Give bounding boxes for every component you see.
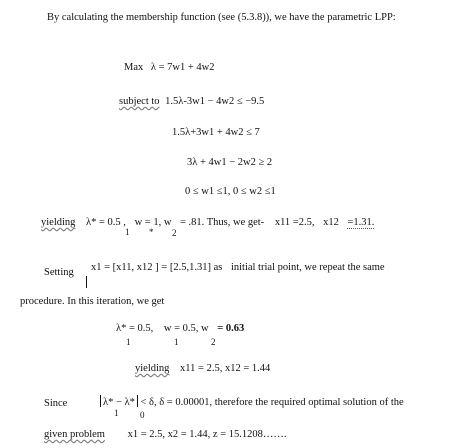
constraint-1-expr: 1.5λ-3w1 − 4w2 ≤ −9.5 — [165, 96, 265, 107]
procedure-line — [20, 296, 164, 307]
subject-to-label: subject to — [119, 96, 160, 107]
setting-line — [44, 267, 74, 278]
iteration-values — [116, 323, 244, 334]
iteration-lambda: λ* = 0.5, — [116, 323, 154, 334]
iter-sub-1a: 1 — [126, 337, 131, 347]
yielding-line-2 — [135, 363, 270, 374]
constraint-1 — [119, 96, 264, 107]
intro-line: By calculating the membership function (see (5.3.8)), we have the parametric LPP: — [47, 12, 396, 23]
setting-word: Setting — [44, 267, 74, 278]
w-values-1: w = 1, w — [134, 217, 172, 228]
x11-value-1: x11 =2.5, — [274, 217, 315, 228]
since-line — [44, 398, 67, 409]
constraint-2: 1.5λ+3w1 + 4w2 ≤ 7 — [172, 127, 260, 138]
w2-value-1 — [180, 217, 374, 228]
since-rest: < δ, δ = 0.00001, therefore the required optimal solution of the — [140, 397, 404, 408]
since-sub-0: 0 — [140, 410, 145, 420]
cursor-bar — [86, 276, 87, 289]
since-sub-1: 1 — [114, 408, 119, 418]
since-abs-expression — [100, 395, 404, 408]
yielding-word-1: yielding — [41, 217, 76, 228]
w-sub-2: 2 — [172, 228, 177, 238]
setting-expression — [91, 262, 385, 273]
procedure-text: procedure. In this iteration, we get — [20, 296, 165, 307]
max-label: Max — [124, 62, 144, 73]
constraint-4: 0 ≤ w1 ≤1, 0 ≤ w2 ≤1 — [185, 186, 276, 197]
since-lambda-diff: λ* − λ* — [103, 397, 135, 408]
w-sub-star: * — [149, 227, 154, 237]
max-expression: λ = 7w1 + 4w2 — [150, 62, 215, 73]
trial-point-expr: x1 = [x11, x12 ] = [2.5,1.31] as — [91, 262, 223, 273]
w-sub-1: 1 — [125, 227, 130, 237]
iter-sub-2: 2 — [211, 337, 216, 347]
given-line — [44, 429, 287, 440]
since-word: Since — [44, 398, 68, 409]
x12-value-1: =1.31. — [347, 217, 375, 228]
w2-value-text: = .81. Thus, we get- — [180, 217, 265, 228]
setting-rest-text: initial trial point, we repeat the same — [230, 262, 385, 273]
iteration-w2: = 0.63 — [217, 323, 245, 334]
iter-sub-1b: 1 — [174, 337, 179, 347]
iteration-w: w = 0.5, w — [163, 323, 209, 334]
x12-label-1: x12 — [323, 217, 339, 228]
yielding-word-2: yielding — [135, 363, 170, 374]
given-word: given problem — [44, 429, 105, 440]
given-expr: x1 = 2.5, x2 = 1.44, z = 15.1208……. — [127, 429, 287, 440]
max-objective — [124, 62, 214, 73]
yielding-expr-2: x11 = 2.5, x12 = 1.44 — [180, 363, 271, 374]
constraint-3: 3λ + 4w1 − 2w2 ≥ 2 — [187, 157, 273, 168]
lambda-star-1: λ* = 0.5 , — [86, 217, 126, 228]
